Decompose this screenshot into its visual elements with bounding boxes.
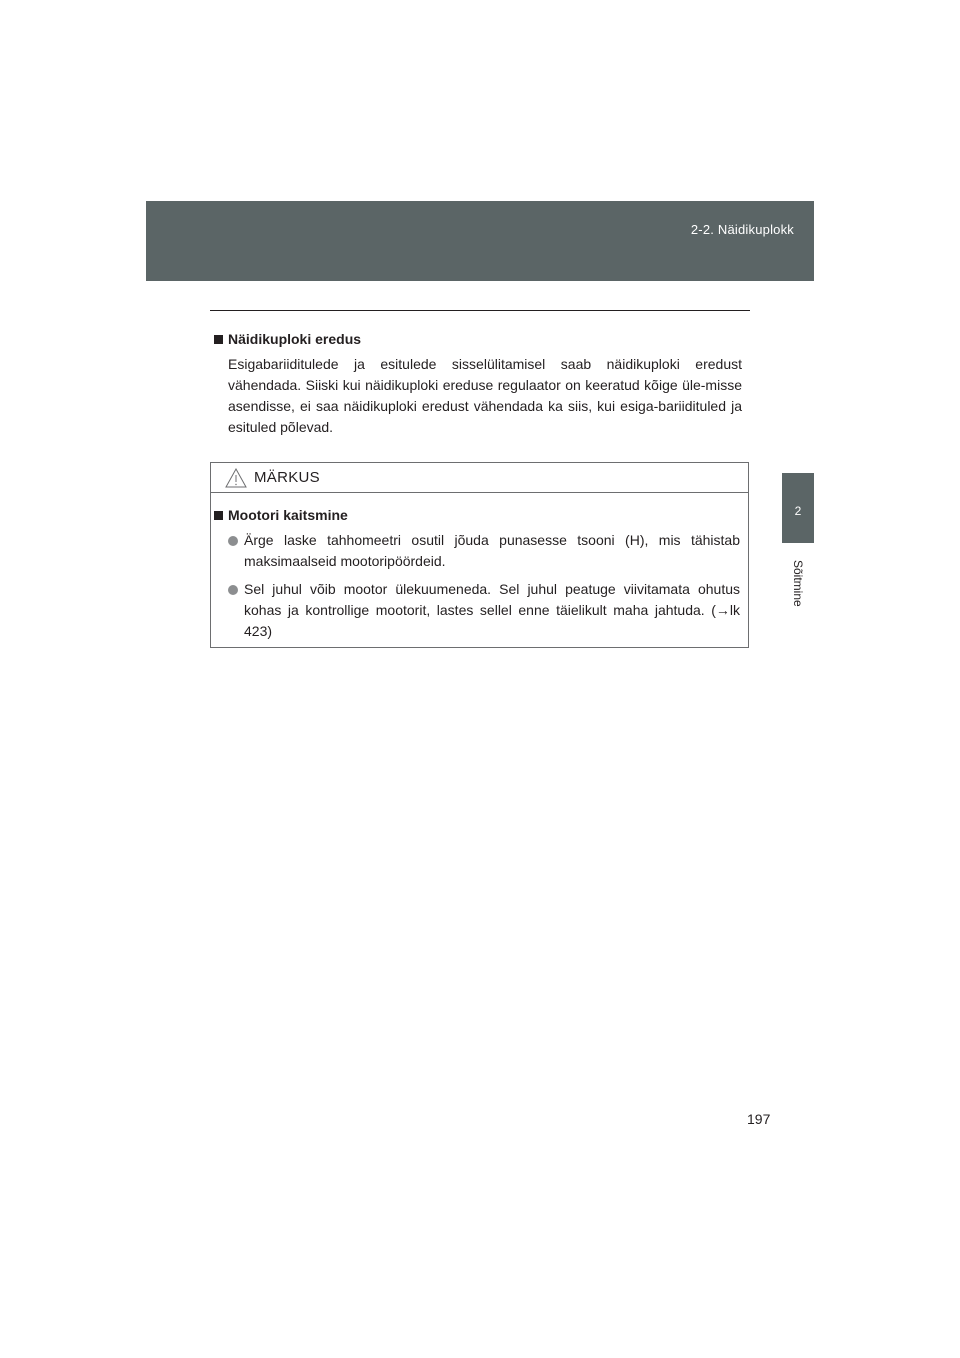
chapter-side-tab — [782, 473, 814, 543]
chapter-section-title: 2-2. Näidikuplokk — [690, 222, 794, 237]
brightness-section — [214, 330, 742, 438]
notice-heading-text: Mootori kaitsmine — [228, 507, 348, 523]
square-bullet-icon — [214, 511, 223, 520]
notice-header — [211, 463, 748, 493]
section-divider — [210, 310, 750, 311]
page-number: 197 — [747, 1111, 771, 1127]
warning-triangle-icon — [225, 468, 247, 488]
list-item — [214, 530, 740, 572]
section-paragraph: Esigabariiditulede ja esitulede sisselülitamisel saab näidikuploki eredust vähendada. Siiski kui näidikuploki ereduse regulaator on keeratud kõige üle-misse asendisse, ei saa näidikuploki eredust vähendada ka siis, kui esiga-bariidituled ja esituled põlevad. — [228, 356, 742, 435]
circle-bullet-icon — [228, 585, 238, 595]
chapter-header-band — [146, 201, 814, 281]
list-item — [214, 579, 740, 642]
notice-box — [210, 462, 749, 648]
notice-bullet-list — [214, 530, 740, 642]
notice-body — [211, 493, 748, 642]
chapter-number: 2 — [794, 504, 802, 518]
chapter-side-label: Sõitmine — [791, 559, 805, 607]
bullet-text: Ärge laske tahhomeetri osutil jõuda punasesse tsooni (H), mis tähistab maksimaalseid mootoripöördeid. — [244, 532, 740, 569]
section-heading-text: Näidikuploki eredus — [228, 331, 362, 347]
circle-bullet-icon — [228, 536, 238, 546]
bullet-text: Sel juhul võib mootor ülekuumeneda. Sel juhul peatuge viivitamata ohutus kohas ja kontrollige mootorit, lastes sellel enne täielikult maha jahtuda. (→lk 423) — [244, 581, 740, 639]
notice-title: MÄRKUS — [254, 469, 320, 486]
section-heading — [214, 330, 742, 348]
square-bullet-icon — [214, 335, 223, 344]
notice-heading — [214, 506, 740, 524]
